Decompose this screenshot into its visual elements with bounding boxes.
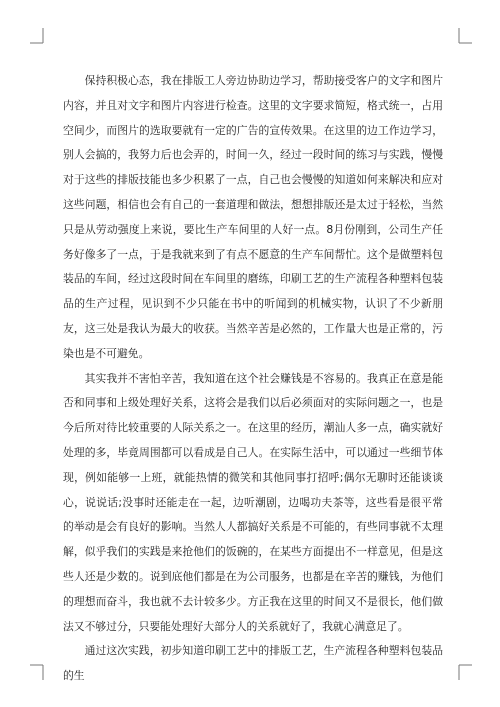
body-text (63, 69, 443, 689)
crop-mark-bottom-left (30, 664, 44, 680)
crop-mark-bottom-right (458, 664, 472, 680)
crop-mark-top-right (458, 28, 472, 44)
paragraph-2: 其实我并不害怕辛苦，我知道在这个社会赚钱是不容易的。我真正在意是能否和同事和上级处理好关系，这将会是我们以后必须面对的实际问题之一，也是今后所对待比较重要的人际关系之一。在这里的经历，潮汕人多一点，确实就好处理的多，毕竟周围都可以看成是自己人。在实际生活中，可以通过一些细节体现，例如能够一上班，就能热情的微笑和其他同事打招呼;偶尔无聊时还能谈谈心，说说话;没事时还能走在一起，边听潮剧，边喝功夫茶等，这些看是很平常的举动是会有良好的影响。当然人人都搞好关系是不可能的，有些同事就不太理解，似乎我们的实践是来抢他们的饭碗的，在某些方面提出不一样意见，但是这些人还是少数的。说到底他们都是在为公司服务，也都是在辛苦的赚钱，为他们的理想而奋斗，我也就不去计较多少。方正我在这里的时间又不是很长，他们做法又不够过分，只要能处理好大部分人的关系就好了，我就心满意足了。 (63, 371, 443, 633)
crop-mark-top-left (30, 28, 44, 44)
paragraph-3: 通过这次实践，初步知道印刷工艺中的排版工艺，生产流程各种塑料包装品的生 (63, 644, 443, 683)
paragraph-1: 保持积极心态，我在排版工人旁边协助边学习，帮助接受客户的文字和图片内容，并且对文字和图片内容进行检查。这里的文字要求简短，格式统一，占用空间少，而图片的选取要就有一定的广告的宣传效果。在这里的边工作边学习，别人会搞的，我努力后也会弄的，时间一久，经过一段时间的练习与实践，慢慢对于这些的排版技能也多少积累了一点，自己也会慢慢的知道如何来解决和应对这些问题，相信也会有自己的一套道理和做法，想想排版还是太过于轻松，当然只是从劳动强度上来说，要比生产车间里的人好一点。8月份刚到，公司生产任务好像多了一点，于是我就来到了有点不愿意的生产车间帮忙。这个是做塑料包装品的车间，经过这段时间在车间里的磨练，印刷工艺的生产流程各种塑料包装品的生产过程，见识到不少只能在书中的听闻到的机械实物，认识了不少新朋友，这三处是我认为最大的收获。当然辛苦是必然的，工作量大也是正常的，污染也是不可避免。 (63, 74, 443, 360)
